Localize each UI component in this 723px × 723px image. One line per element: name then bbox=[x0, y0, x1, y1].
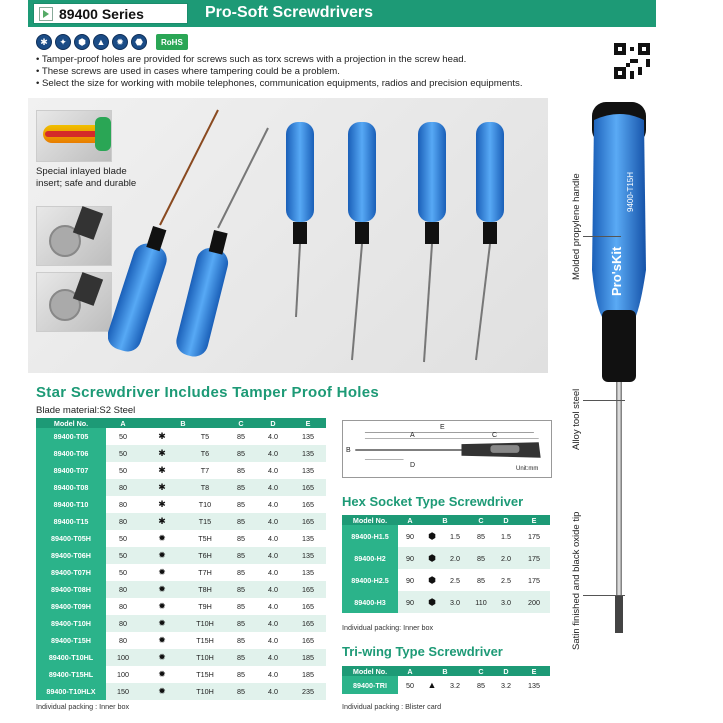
spec-value: 135 bbox=[528, 680, 540, 690]
table-row bbox=[36, 428, 326, 445]
column-header: D bbox=[256, 418, 290, 428]
spec-value: 165 bbox=[302, 500, 314, 509]
table-row bbox=[36, 513, 326, 530]
spec-value: 80 bbox=[106, 513, 140, 530]
spec-value: 80 bbox=[119, 602, 127, 611]
table-row bbox=[36, 615, 326, 632]
spec-value: 4.0 bbox=[256, 683, 290, 700]
hex-tip-icon: ⬢ bbox=[74, 34, 90, 50]
model-number: 89400-H3 bbox=[342, 591, 398, 613]
star-section-title: Star Screwdriver Includes Tamper Proof Holes bbox=[36, 384, 380, 401]
leader-line-handle bbox=[583, 236, 621, 237]
table-row bbox=[36, 479, 326, 496]
play-arrow-icon bbox=[39, 7, 53, 21]
spec-value: 3.0 bbox=[442, 591, 468, 613]
spec-value: 4.0 bbox=[268, 500, 278, 509]
spec-value: 80 bbox=[106, 615, 140, 632]
column-header: Model No. bbox=[36, 418, 106, 428]
leader-line-tip bbox=[583, 595, 625, 596]
spec-value: 135 bbox=[302, 432, 314, 441]
spec-value: T8 bbox=[184, 479, 226, 496]
spec-value: 85 bbox=[468, 547, 494, 569]
hex-packing-note: Individual packing: Inner box bbox=[342, 623, 434, 632]
spec-value: 165 bbox=[290, 581, 326, 598]
diagram-label-e: E bbox=[440, 424, 445, 431]
spec-value: 4.0 bbox=[256, 615, 290, 632]
spec-value: 135 bbox=[302, 466, 314, 475]
column-header: E bbox=[518, 515, 550, 525]
tip-shape-icon: ✱ bbox=[140, 445, 184, 462]
spec-value: 135 bbox=[302, 568, 314, 577]
tamper-screw-photo-1 bbox=[36, 206, 112, 266]
column-header: C bbox=[468, 666, 494, 676]
star-tip-icon: ✱ bbox=[36, 34, 52, 50]
leader-line-shaft bbox=[583, 400, 625, 401]
table-row bbox=[36, 445, 326, 462]
spec-value: 3.0 bbox=[494, 591, 518, 613]
spec-value: 4.0 bbox=[268, 636, 278, 645]
spec-value: 2.5 bbox=[450, 575, 460, 585]
spec-value: 85 bbox=[226, 581, 256, 598]
handle-brand: Pro'sKit bbox=[609, 246, 624, 296]
spec-value: T5 bbox=[200, 432, 210, 441]
model-number: 89400-T07 bbox=[36, 462, 106, 479]
spec-value: 4.0 bbox=[256, 445, 290, 462]
insert-caption: Special inlayed blade insert; safe and durable bbox=[36, 166, 137, 189]
spec-value: T15H bbox=[196, 670, 214, 679]
tip-shape-icon: ✹ bbox=[140, 547, 184, 564]
model-number: 89400-H2 bbox=[342, 547, 398, 569]
spec-value: 100 bbox=[117, 670, 129, 679]
spec-value: 90 bbox=[398, 591, 422, 613]
tip-shape-icon: ✱ bbox=[140, 513, 184, 530]
model-number: 89400-T15 bbox=[36, 513, 106, 530]
spec-value: 135 bbox=[290, 445, 326, 462]
model-number: 89400-T15HL bbox=[36, 666, 106, 683]
spec-value: 165 bbox=[302, 602, 314, 611]
tip-shape-icon: ⬢ bbox=[422, 547, 442, 569]
tip-shape-icon: ✱ bbox=[140, 479, 184, 496]
model-number: 89400-H2.5 bbox=[342, 569, 398, 591]
table-row bbox=[342, 525, 550, 547]
column-header: A bbox=[398, 666, 422, 676]
spec-value: 80 bbox=[119, 636, 127, 645]
spec-value: 50 bbox=[106, 547, 140, 564]
spec-value: 4.0 bbox=[256, 479, 290, 496]
spec-value: 80 bbox=[119, 500, 127, 509]
diagram-label-a: A bbox=[410, 432, 415, 439]
model-number: 89400-T05H bbox=[36, 530, 106, 547]
label-tip: Satin finished and black oxide tip bbox=[571, 511, 582, 650]
spec-value: 135 bbox=[290, 547, 326, 564]
model-number: 89400-T07H bbox=[36, 564, 106, 581]
spec-value: 50 bbox=[406, 680, 414, 690]
spec-value: 85 bbox=[237, 670, 245, 679]
spec-value: 4.0 bbox=[268, 466, 278, 475]
spec-value: 85 bbox=[237, 568, 245, 577]
blade-material: Blade material:S2 Steel bbox=[36, 405, 136, 416]
hex-spec-table bbox=[342, 515, 550, 613]
spec-value: 175 bbox=[528, 531, 540, 541]
column-header: Model No. bbox=[342, 666, 398, 676]
model-number: 89400-T08 bbox=[36, 479, 106, 496]
spec-value: T15 bbox=[184, 513, 226, 530]
spec-value: 165 bbox=[302, 636, 314, 645]
tip-shape-icon: ✹ bbox=[158, 669, 166, 679]
column-header: B bbox=[140, 418, 226, 428]
spec-value: 85 bbox=[226, 683, 256, 700]
feature-item: • Tamper-proof holes are provided for screws such as torx screws with a projection in the screw head. bbox=[36, 54, 523, 66]
tip-shape-icon: ✹ bbox=[140, 649, 184, 666]
tamper-star-icon: ✹ bbox=[112, 34, 128, 50]
model-number: 89400-H1.5 bbox=[342, 525, 398, 547]
diagram-label-d: D bbox=[410, 462, 416, 469]
spec-value: 175 bbox=[518, 547, 550, 569]
feature-item: • These screws are used in cases where tampering could be a problem. bbox=[36, 66, 523, 78]
model-number: 89400-TRI bbox=[342, 676, 398, 694]
blade-insert-photo bbox=[36, 110, 112, 162]
spec-value: 185 bbox=[302, 670, 314, 679]
spec-value: 50 bbox=[119, 568, 127, 577]
diagram-label-c: C bbox=[492, 432, 498, 439]
spec-value: 185 bbox=[290, 649, 326, 666]
column-header: D bbox=[494, 515, 518, 525]
spec-value: 235 bbox=[290, 683, 326, 700]
hex-section-title: Hex Socket Type Screwdriver bbox=[342, 494, 524, 509]
model-number: 89400-T10 bbox=[36, 496, 106, 513]
spec-value: 50 bbox=[119, 432, 127, 441]
spec-value: 4.0 bbox=[268, 432, 278, 441]
column-header: Model No. bbox=[342, 515, 398, 525]
handle-model-label: 9400-T15H bbox=[626, 171, 635, 212]
spec-value: 3.2 bbox=[501, 680, 511, 690]
torx-tip-icon: ✦ bbox=[55, 34, 71, 50]
spec-value: 4.0 bbox=[268, 568, 278, 577]
model-number: 89400-T08H bbox=[36, 581, 106, 598]
spec-value: T15H bbox=[196, 636, 214, 645]
spec-value: 175 bbox=[528, 575, 540, 585]
model-number: 89400-T05 bbox=[36, 428, 106, 445]
spec-value: 1.5 bbox=[450, 531, 460, 541]
table-row bbox=[36, 530, 326, 547]
table-row bbox=[36, 666, 326, 683]
spec-value: T9H bbox=[198, 602, 212, 611]
diagram-label-b: B bbox=[346, 447, 351, 454]
tip-shape-icon: ✹ bbox=[140, 581, 184, 598]
table-row bbox=[36, 598, 326, 615]
spec-value: 4.0 bbox=[268, 670, 278, 679]
spec-value: T8H bbox=[184, 581, 226, 598]
spec-value: T10 bbox=[198, 500, 212, 509]
spec-value: T10H bbox=[184, 683, 226, 700]
column-header: B bbox=[422, 515, 468, 525]
spec-value: T10H bbox=[184, 615, 226, 632]
model-number: 89400-T09H bbox=[36, 598, 106, 615]
spec-value: 165 bbox=[290, 479, 326, 496]
label-handle: Molded propylene handle bbox=[571, 173, 582, 280]
tip-shape-icon: ✹ bbox=[158, 635, 166, 645]
tip-shape-icon: ✹ bbox=[158, 601, 166, 611]
header-bar bbox=[28, 0, 656, 27]
spec-value: 4.0 bbox=[256, 649, 290, 666]
table-row bbox=[36, 683, 326, 700]
column-header: C bbox=[226, 418, 256, 428]
spec-value: 2.0 bbox=[442, 547, 468, 569]
tip-shape-icon: ✹ bbox=[140, 683, 184, 700]
hex-socket-icon: ⬣ bbox=[131, 34, 147, 50]
featured-screwdriver-image bbox=[590, 100, 650, 640]
spec-value: 4.0 bbox=[268, 602, 278, 611]
model-number: 89400-T10HLX bbox=[36, 683, 106, 700]
tip-shape-icon: ⬢ bbox=[428, 574, 436, 585]
table-row bbox=[36, 496, 326, 513]
table-header-row bbox=[342, 666, 550, 676]
triwing-packing-note: Individual packing : Blister card bbox=[342, 702, 442, 711]
spec-value: 165 bbox=[290, 513, 326, 530]
spec-value: T6 bbox=[184, 445, 226, 462]
spec-value: 80 bbox=[106, 479, 140, 496]
spec-value: 50 bbox=[106, 445, 140, 462]
label-shaft: Alloy tool steel bbox=[571, 388, 582, 450]
column-header: B bbox=[422, 666, 468, 676]
rohs-badge: RoHS bbox=[156, 34, 188, 50]
spec-value: 110 bbox=[468, 591, 494, 613]
model-number: 89400-T10H bbox=[36, 615, 106, 632]
spec-value: 85 bbox=[226, 479, 256, 496]
tip-shape-icon: ✱ bbox=[158, 499, 166, 509]
table-row bbox=[36, 564, 326, 581]
triwing-spec-table bbox=[342, 666, 550, 694]
spec-value: 2.5 bbox=[501, 575, 511, 585]
spec-value: T6H bbox=[184, 547, 226, 564]
table-row bbox=[36, 462, 326, 479]
spec-value: 80 bbox=[106, 581, 140, 598]
spec-value: 135 bbox=[302, 534, 314, 543]
spec-value: 85 bbox=[237, 466, 245, 475]
spec-value: 85 bbox=[226, 445, 256, 462]
spec-value: 85 bbox=[226, 513, 256, 530]
spec-value: 90 bbox=[406, 575, 414, 585]
spec-value: 165 bbox=[290, 615, 326, 632]
spec-value: 100 bbox=[106, 649, 140, 666]
spec-value: 85 bbox=[477, 531, 485, 541]
table-row bbox=[36, 581, 326, 598]
table-row bbox=[342, 591, 550, 613]
feature-item: • Select the size for working with mobile telephones, communication equipments, radios and precision equipments. bbox=[36, 78, 523, 90]
model-number: 89400-T10HL bbox=[36, 649, 106, 666]
column-header: A bbox=[106, 418, 140, 428]
spec-value: 200 bbox=[518, 591, 550, 613]
table-header-row bbox=[342, 515, 550, 525]
spec-value: 85 bbox=[237, 432, 245, 441]
spec-value: 4.0 bbox=[268, 534, 278, 543]
table-row bbox=[36, 547, 326, 564]
column-header: E bbox=[290, 418, 326, 428]
spec-value: 50 bbox=[119, 466, 127, 475]
spec-value: 85 bbox=[237, 534, 245, 543]
tip-shape-icon: ✱ bbox=[158, 465, 166, 475]
spec-value: 4.0 bbox=[256, 581, 290, 598]
spec-value: 90 bbox=[406, 531, 414, 541]
tamper-screw-photo-2 bbox=[36, 272, 112, 332]
qr-code-icon bbox=[614, 43, 650, 79]
spec-value: 150 bbox=[106, 683, 140, 700]
spec-value: T7H bbox=[198, 568, 212, 577]
triwing-section-title: Tri-wing Type Screwdriver bbox=[342, 644, 503, 659]
table-row bbox=[342, 569, 550, 591]
tip-shape-icon: ⬢ bbox=[428, 530, 436, 541]
page-title: Pro-Soft Screwdrivers bbox=[205, 4, 374, 21]
table-row bbox=[36, 632, 326, 649]
column-header: C bbox=[468, 515, 494, 525]
spec-value: 85 bbox=[237, 500, 245, 509]
table-row bbox=[36, 649, 326, 666]
tip-shape-icon: ⬢ bbox=[422, 591, 442, 613]
model-number: 89400-T06 bbox=[36, 445, 106, 462]
feature-list bbox=[36, 54, 523, 90]
triwing-tip-icon: ▲ bbox=[93, 34, 109, 50]
star-packing-note: Individual packing : Inner box bbox=[36, 702, 130, 711]
spec-value: T10H bbox=[184, 649, 226, 666]
spec-value: 90 bbox=[398, 547, 422, 569]
spec-value: 3.2 bbox=[450, 680, 460, 690]
screwdriver-set-image bbox=[108, 100, 548, 370]
table-row bbox=[342, 547, 550, 569]
spec-value: 1.5 bbox=[501, 531, 511, 541]
model-number: 89400-T06H bbox=[36, 547, 106, 564]
model-number: 89400-T15H bbox=[36, 632, 106, 649]
column-header: E bbox=[518, 666, 550, 676]
series-badge bbox=[33, 3, 188, 24]
tip-type-icons bbox=[36, 34, 188, 50]
diagram-unit: Unit:mm bbox=[516, 466, 539, 472]
spec-value: 85 bbox=[237, 636, 245, 645]
star-spec-table bbox=[36, 418, 326, 700]
table-header-row bbox=[36, 418, 326, 428]
column-header: D bbox=[494, 666, 518, 676]
spec-value: 2.0 bbox=[494, 547, 518, 569]
tip-shape-icon: ✹ bbox=[158, 567, 166, 577]
tip-shape-icon: ✱ bbox=[158, 431, 166, 441]
spec-value: 85 bbox=[477, 680, 485, 690]
spec-value: T7 bbox=[200, 466, 210, 475]
spec-value: 4.0 bbox=[256, 547, 290, 564]
spec-value: T5H bbox=[198, 534, 212, 543]
spec-value: 85 bbox=[226, 615, 256, 632]
column-header: A bbox=[398, 515, 422, 525]
tip-shape-icon: ✹ bbox=[158, 533, 166, 543]
spec-value: 85 bbox=[226, 547, 256, 564]
table-row bbox=[342, 676, 550, 694]
spec-value: 85 bbox=[477, 575, 485, 585]
tip-shape-icon: ✹ bbox=[140, 615, 184, 632]
series-label: 89400 Series bbox=[59, 5, 144, 22]
spec-value: 85 bbox=[237, 602, 245, 611]
spec-value: 4.0 bbox=[256, 513, 290, 530]
spec-value: 85 bbox=[226, 649, 256, 666]
tip-shape-icon: ▲ bbox=[427, 680, 437, 690]
spec-value: 50 bbox=[119, 534, 127, 543]
